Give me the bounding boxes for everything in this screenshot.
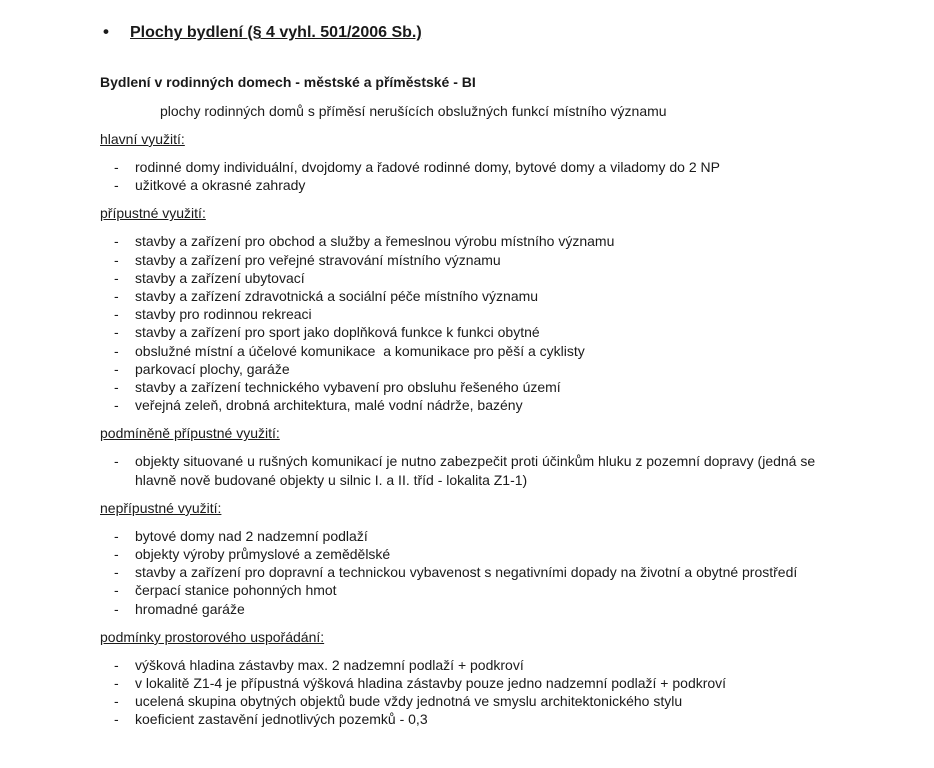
section-heading: přípustné využití: bbox=[100, 205, 206, 222]
list-item bbox=[100, 342, 835, 360]
use-section bbox=[100, 130, 894, 194]
list-item bbox=[100, 323, 835, 341]
list-item bbox=[100, 251, 835, 269]
use-section bbox=[100, 628, 894, 729]
list-item bbox=[100, 158, 835, 176]
section-heading: podmínky prostorového uspořádání: bbox=[100, 628, 325, 645]
list-item-text: stavby a zařízení ubytovací bbox=[135, 269, 305, 286]
list-item bbox=[100, 176, 835, 194]
list-item-text: veřejná zeleň, drobná architektura, malé vodní nádrže, bazény bbox=[135, 397, 523, 414]
zone-description: plochy rodinných domů s příměsí nerušících obslužných funkcí místního významu bbox=[160, 103, 667, 119]
use-section bbox=[100, 499, 894, 618]
list-item-text: stavby a zařízení pro obchod a služby a řemeslnou výrobu místního významu bbox=[135, 233, 615, 250]
item-list bbox=[100, 452, 835, 488]
dash-bullet: - bbox=[114, 324, 119, 341]
list-item bbox=[100, 452, 835, 488]
list-item bbox=[100, 545, 835, 563]
dash-bullet: - bbox=[114, 177, 119, 194]
list-item-text: stavby a zařízení pro sport jako doplňková funkce k funkci obytné bbox=[135, 324, 540, 341]
list-item-text: stavby a zařízení pro dopravní a technickou vybavenost s negativními dopady na životní a obytné prostředí bbox=[135, 564, 798, 581]
use-section bbox=[100, 424, 894, 488]
list-item-text: užitkové a okrasné zahrady bbox=[135, 177, 306, 194]
list-item bbox=[100, 232, 835, 250]
dash-bullet: - bbox=[114, 453, 119, 470]
list-item-text: ucelená skupina obytných objektů bude vždy jednotná ve smyslu architektonického stylu bbox=[135, 693, 683, 710]
list-item-text: objekty situované u rušných komunikací je nutno zabezpečit proti účinkům hluku z pozemní dopravy (jedná se hlavně nově budované objekty u silnic I. a II. tříd - lokalita Z1-1) bbox=[135, 453, 820, 488]
sections-container bbox=[100, 130, 894, 729]
list-item bbox=[100, 360, 835, 378]
dash-bullet: - bbox=[114, 379, 119, 396]
page-title: Plochy bydlení (§ 4 vyhl. 501/2006 Sb.) bbox=[130, 24, 422, 41]
list-item-text: stavby a zařízení pro veřejné stravování místního významu bbox=[135, 251, 501, 268]
dash-bullet: - bbox=[114, 233, 119, 250]
list-item bbox=[100, 527, 835, 545]
section-heading: nepřípustné využití: bbox=[100, 499, 222, 516]
list-item bbox=[100, 305, 835, 323]
list-item-text: parkovací plochy, garáže bbox=[135, 360, 290, 377]
list-item-text: výšková hladina zástavby max. 2 nadzemní podlaží + podkroví bbox=[135, 656, 524, 673]
section-heading: hlavní využití: bbox=[100, 131, 185, 147]
list-item bbox=[100, 287, 835, 305]
list-item bbox=[100, 396, 835, 414]
dash-bullet: - bbox=[114, 269, 119, 286]
list-item-text: čerpací stanice pohonných hmot bbox=[135, 582, 337, 599]
list-item bbox=[100, 692, 835, 710]
dash-bullet: - bbox=[114, 600, 119, 617]
list-item-text: stavby a zařízení zdravotnická a sociální péče místního významu bbox=[135, 288, 539, 305]
dash-bullet: - bbox=[114, 711, 119, 728]
list-item bbox=[100, 269, 835, 287]
use-section bbox=[100, 204, 894, 414]
list-item-text: bytové domy nad 2 nadzemní podlaží bbox=[135, 527, 368, 544]
dash-bullet: - bbox=[114, 288, 119, 305]
dash-bullet: - bbox=[114, 251, 119, 268]
dash-bullet: - bbox=[114, 546, 119, 563]
dash-bullet: - bbox=[114, 564, 119, 581]
dash-bullet: - bbox=[114, 656, 119, 673]
list-item bbox=[100, 656, 835, 674]
dash-bullet: - bbox=[114, 527, 119, 544]
zone-heading: Bydlení v rodinných domech - městské a příměstské - BI bbox=[100, 74, 476, 90]
list-item bbox=[100, 563, 835, 581]
list-item bbox=[100, 581, 835, 599]
item-list bbox=[100, 656, 835, 729]
list-item-text: obslužné místní a účelové komunikace a komunikace pro pěší a cyklisty bbox=[135, 342, 585, 359]
dash-bullet: - bbox=[114, 360, 119, 377]
dash-bullet: - bbox=[114, 693, 119, 710]
list-item-text: rodinné domy individuální, dvojdomy a řadové rodinné domy, bytové domy a viladomy do 2 NP bbox=[135, 159, 720, 175]
section-heading: podmíněně přípustné využití: bbox=[100, 425, 280, 442]
list-item bbox=[100, 378, 835, 396]
dash-bullet: - bbox=[114, 582, 119, 599]
item-list bbox=[100, 527, 835, 618]
list-item-text: stavby pro rodinnou rekreaci bbox=[135, 306, 312, 323]
list-item bbox=[100, 600, 835, 618]
dash-bullet: - bbox=[114, 342, 119, 359]
list-item bbox=[100, 710, 835, 728]
dash-bullet: - bbox=[114, 159, 119, 175]
list-item-text: v lokalitě Z1-4 je přípustná výšková hladina zástavby pouze jedno nadzemní podlaží + podkroví bbox=[135, 675, 727, 692]
list-item-text: stavby a zařízení technického vybavení pro obsluhu řešeného území bbox=[135, 379, 561, 396]
bullet-icon: • bbox=[103, 22, 109, 41]
document-title-row bbox=[100, 22, 894, 43]
item-list bbox=[100, 158, 835, 194]
item-list bbox=[100, 232, 835, 414]
dash-bullet: - bbox=[114, 306, 119, 323]
list-item-text: hromadné garáže bbox=[135, 600, 245, 617]
dash-bullet: - bbox=[114, 397, 119, 414]
list-item bbox=[100, 674, 835, 692]
list-item-text: koeficient zastavění jednotlivých pozemků - 0,3 bbox=[135, 711, 428, 728]
list-item-text: objekty výroby průmyslové a zemědělské bbox=[135, 546, 391, 563]
dash-bullet: - bbox=[114, 675, 119, 692]
